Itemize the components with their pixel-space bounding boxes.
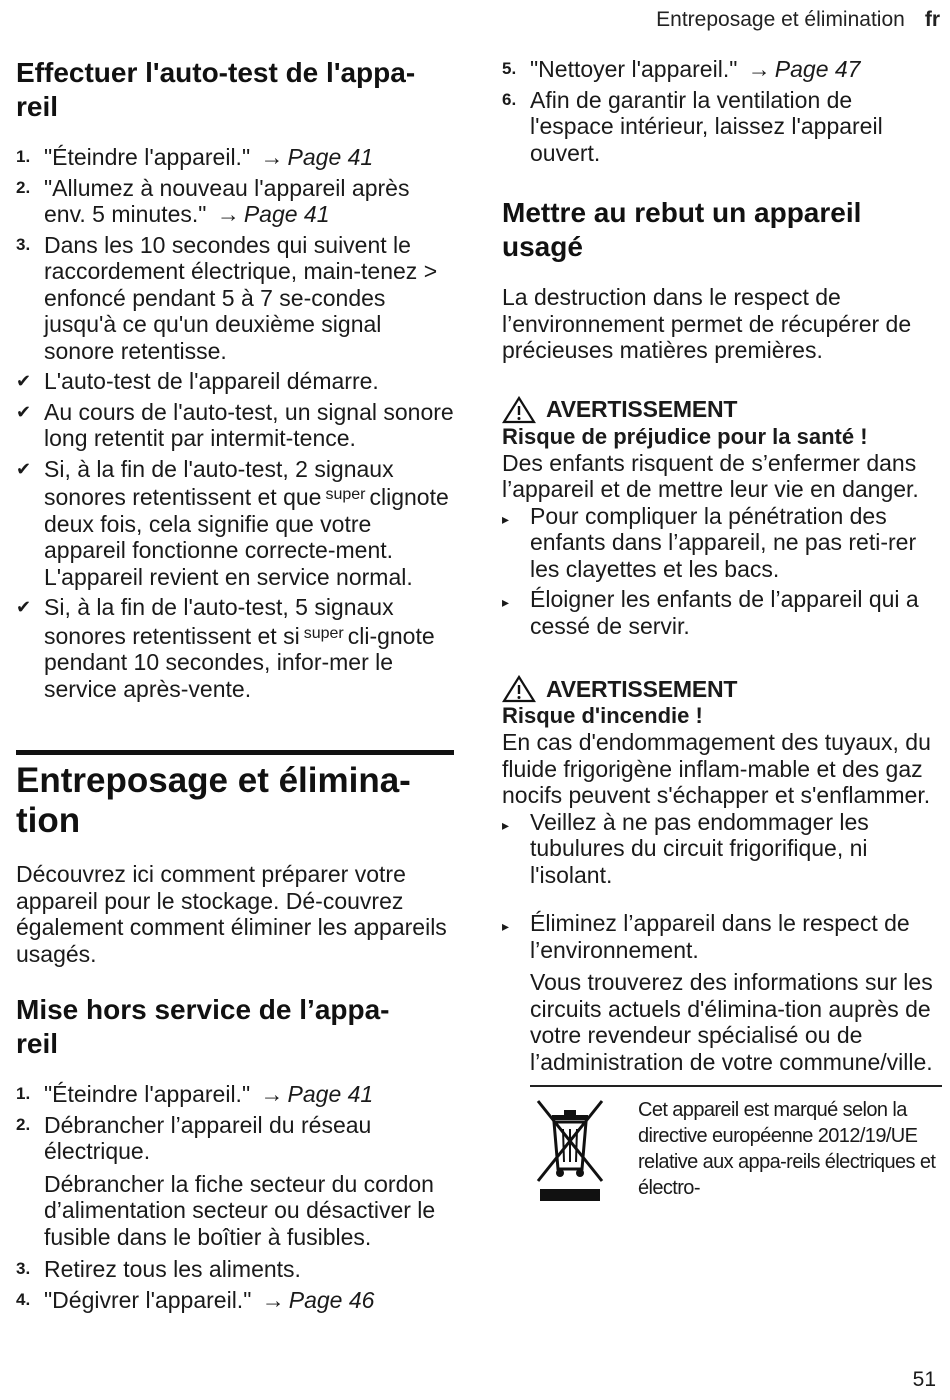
weee-notice xyxy=(530,1085,942,1212)
result-text: L'auto-test de l'appareil démarre. xyxy=(44,368,379,394)
triangle-bullet-icon: ▸ xyxy=(502,594,510,610)
result-text: Si, à la fin de l'auto-test, 2 signaux sonores retentissent et que xyxy=(44,455,394,510)
step-number: 6. xyxy=(502,89,517,109)
warning-risk: Risque d'incendie ! xyxy=(502,703,703,728)
warning-text: En cas d'endommagement des tuyaux, du fluide frigorigène inflam-mable et des gaz nocifs peuvent s'échapper et s'enflammer. xyxy=(502,729,931,808)
left-column xyxy=(16,56,454,1317)
chevron-right-key-icon: > xyxy=(423,258,438,284)
warning-triangle-icon xyxy=(502,675,536,703)
right-column xyxy=(502,56,942,1212)
arrow-right-icon: → xyxy=(216,201,240,227)
step-text: "Allumez à nouveau l'appareil après env. 5 minutes." xyxy=(44,174,410,227)
check-icon: ✔ xyxy=(16,371,32,391)
arrow-right-icon: → xyxy=(260,144,284,170)
step-text: Dans les 10 secondes qui suivent le raccordement électrique, main-tenez xyxy=(44,231,418,284)
result-text: Au cours de l'auto-test, un signal sonore long retentit par intermit-tence. xyxy=(44,398,454,451)
warning-label: AVERTISSEMENT xyxy=(546,396,738,422)
super-display-label: super xyxy=(325,486,366,503)
step-number: 1. xyxy=(16,1084,31,1103)
result-item xyxy=(16,399,454,452)
step-number: 2. xyxy=(16,177,31,197)
arrow-right-icon: → xyxy=(260,1081,284,1107)
action-text: Éloigner les enfants de l’appareil qui a cessé de servir. xyxy=(530,586,919,639)
disposal-title: Mettre au rebut un appareil usagé xyxy=(502,197,862,262)
chapter-title: Entreposage et élimina- tion xyxy=(16,761,411,840)
warning-risk: Risque de préjudice pour la santé ! xyxy=(502,423,868,449)
step-number: 2. xyxy=(16,1114,31,1134)
action-item xyxy=(502,910,942,963)
decommission-steps-right xyxy=(502,56,942,166)
check-icon: ✔ xyxy=(16,458,32,479)
arrow-right-icon: → xyxy=(261,1286,285,1313)
result-text-continued: cli-gnote pendant 10 secondes, infor-mer le service après-vente. xyxy=(44,622,435,702)
chapter-intro: Découvrez ici comment préparer votre appareil pour le stockage. Dé-couvrez également comment éliminer les appareils usagés. xyxy=(16,861,447,967)
result-item xyxy=(16,368,454,395)
action-text: Pour compliquer la pénétration des enfants dans l’appareil, ne pas reti-rer les clayettes et les bacs. xyxy=(530,502,917,582)
triangle-bullet-icon: ▸ xyxy=(502,510,510,527)
triangle-bullet-icon: ▸ xyxy=(502,918,510,934)
crossed-out-wheelie-bin-icon xyxy=(530,1097,610,1207)
step-text-continued: enfoncé pendant 5 à 7 se-condes jusqu'à ce qu'un deuxième signal sonore retentisse. xyxy=(44,284,386,364)
step-number: 5. xyxy=(502,59,517,78)
step-number: 3. xyxy=(16,234,31,254)
page-header xyxy=(656,8,940,32)
warning-text: Des enfants risquent de s’enfermer dans l’appareil et de mettre leur vie en danger. xyxy=(502,449,919,502)
result-text: Si, à la fin de l'auto-test, 5 signaux sonores retentissent et si xyxy=(44,594,394,649)
action-item xyxy=(502,586,942,639)
warning-header xyxy=(502,675,942,703)
triangle-bullet-icon: ▸ xyxy=(502,816,510,833)
step-number: 4. xyxy=(16,1289,31,1309)
step-item xyxy=(16,1287,454,1314)
step-text: "Nettoyer l'appareil." xyxy=(530,56,738,82)
selftest-title: Effectuer l'auto-test de l'appa- reil xyxy=(16,57,416,122)
warning-actions xyxy=(502,809,942,889)
page-reference: Page 41 xyxy=(287,1081,374,1107)
step-text: Retirez tous les aliments. xyxy=(44,1256,301,1282)
action-note: Vous trouverez des informations sur les circuits actuels d'élimina-tion auprès de votre revendeur spécialisé ou de l’administration de votre commune/ville. xyxy=(530,969,933,1075)
page-number: 51 xyxy=(912,1368,936,1391)
warning-label: AVERTISSEMENT xyxy=(546,675,738,702)
disposal-actions xyxy=(502,910,942,963)
warning-triangle-icon xyxy=(502,396,536,424)
action-item xyxy=(502,809,942,889)
step-item xyxy=(502,56,942,83)
header-lang: fr xyxy=(924,8,940,31)
weee-text: Cet appareil est marqué selon la directive européenne 2012/19/UE relative aux appa-reils électriques et électro- xyxy=(638,1099,936,1199)
chapter-rule xyxy=(16,750,454,755)
step-item xyxy=(16,144,454,171)
decommission-steps xyxy=(16,1081,454,1165)
decommission-title: Mise hors service de l’appa- reil xyxy=(16,994,390,1059)
super-display-label: super xyxy=(303,624,344,642)
step-item xyxy=(16,175,454,228)
result-item xyxy=(16,456,454,591)
result-item xyxy=(16,594,454,702)
step-text: "Éteindre l'appareil." xyxy=(44,1081,251,1107)
step-text: Afin de garantir la ventilation de l'espace intérieur, laissez l'appareil ouvert. xyxy=(530,86,883,166)
page-reference: Page 41 xyxy=(243,201,330,227)
header-section: Entreposage et élimination xyxy=(656,8,905,31)
warning-header xyxy=(502,396,942,424)
step-item xyxy=(16,232,454,365)
step-text: Débrancher l’appareil du réseau électrique. xyxy=(44,1111,372,1164)
decommission-steps-continued xyxy=(16,1256,454,1313)
step-item xyxy=(502,87,942,167)
page-reference: Page 47 xyxy=(774,56,861,82)
selftest-results xyxy=(16,368,454,702)
step-item xyxy=(16,1081,454,1108)
step-note: Débrancher la fiche secteur du cordon d’alimentation secteur ou désactiver le fusible dans le boîtier à fusibles. xyxy=(44,1170,436,1250)
step-item xyxy=(16,1256,454,1283)
action-item xyxy=(502,503,942,583)
step-text: "Dégivrer l'appareil." xyxy=(44,1286,252,1313)
check-icon: ✔ xyxy=(16,401,32,422)
arrow-right-icon: → xyxy=(747,56,771,82)
step-number: 1. xyxy=(16,147,31,166)
warning-actions xyxy=(502,503,942,640)
disposal-intro: La destruction dans le respect de l’environnement permet de récupérer de précieuses matières premières. xyxy=(502,284,912,363)
step-text: "Éteindre l'appareil." xyxy=(44,144,251,170)
check-icon: ✔ xyxy=(16,597,32,617)
selftest-steps xyxy=(16,144,454,364)
step-number: 3. xyxy=(16,1259,31,1278)
action-text: Éliminez l’appareil dans le respect de l’environnement. xyxy=(530,910,910,963)
action-text: Veillez à ne pas endommager les tubulures du circuit frigorifique, ni l'isolant. xyxy=(530,808,869,888)
page-reference: Page 41 xyxy=(287,144,374,170)
step-item xyxy=(16,1112,454,1165)
result-text-continued: clignote deux fois, cela signifie que votre appareil fonctionne correcte-ment. L'appareil revient en service normal. xyxy=(44,484,449,590)
page-reference: Page 46 xyxy=(288,1286,375,1313)
